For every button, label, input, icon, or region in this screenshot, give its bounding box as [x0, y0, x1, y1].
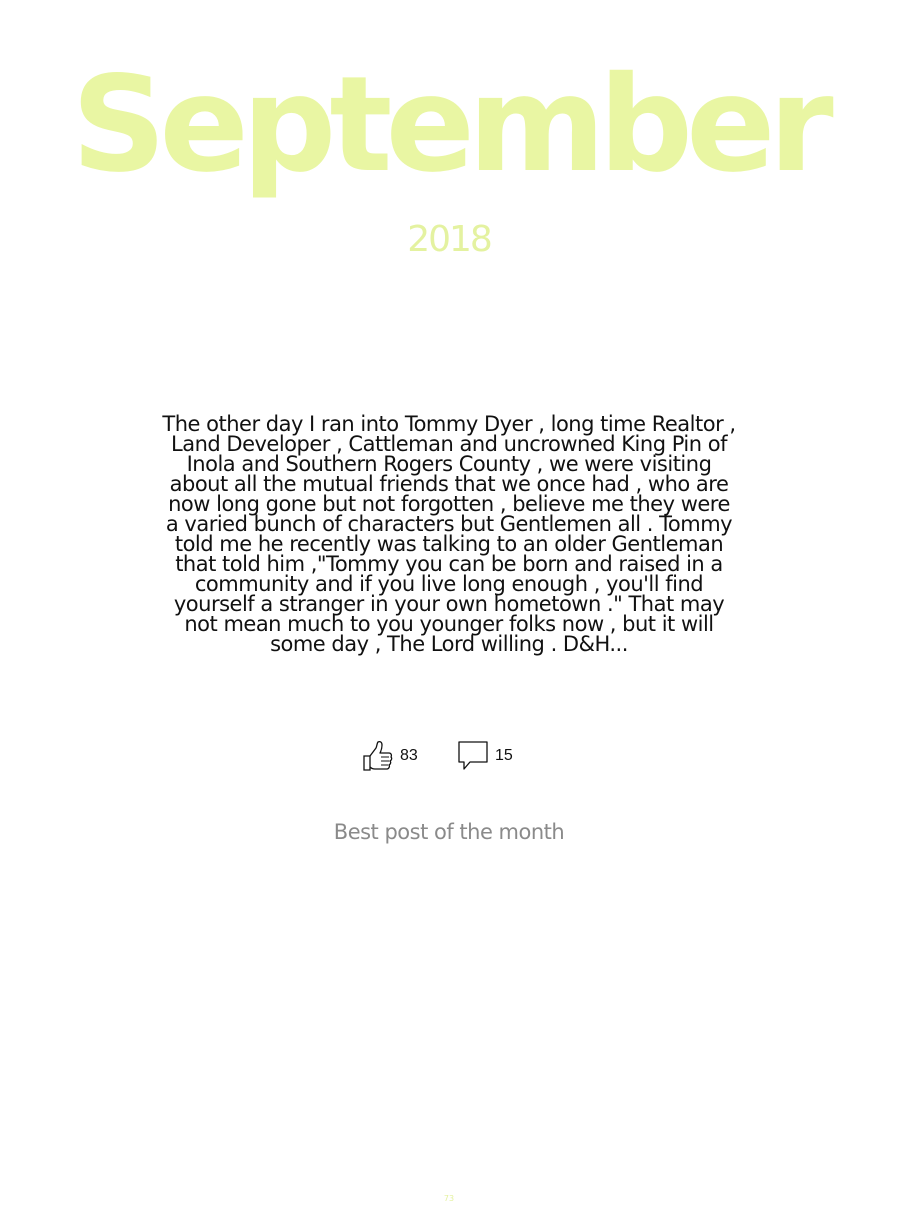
tagline: Best post of the month [333, 820, 565, 844]
month-title: September [71, 48, 827, 202]
thumbs-up-icon [362, 740, 394, 772]
comments-stat [457, 738, 513, 774]
year-label: 2018 [407, 219, 491, 260]
post-text: The other day I ran into Tommy Dyer , long time Realtor , Land Developer , Cattleman and uncrowned King Pin of Inola and Southern Rogers County , we were visiting about all the mutual friends that we once had , who are now long gone but not forgotten , believe me they were a varied bunch of characters but Gentlemen all . Tommy told me he recently was talking to an older Gentleman that told him ,"Tommy you can be born and raised in a community and if you live long enough , you'll find yourself a stranger in your own hometown ." That may not mean much to you younger folks now , but it will some day , The Lord willing . D&H... [162, 412, 736, 656]
speech-bubble-icon [457, 739, 489, 773]
page-number: 73 [443, 1194, 455, 1203]
post-stats [0, 738, 898, 774]
comments-count: 15 [495, 747, 513, 764]
likes-stat [362, 738, 418, 774]
likes-count: 83 [400, 747, 418, 764]
